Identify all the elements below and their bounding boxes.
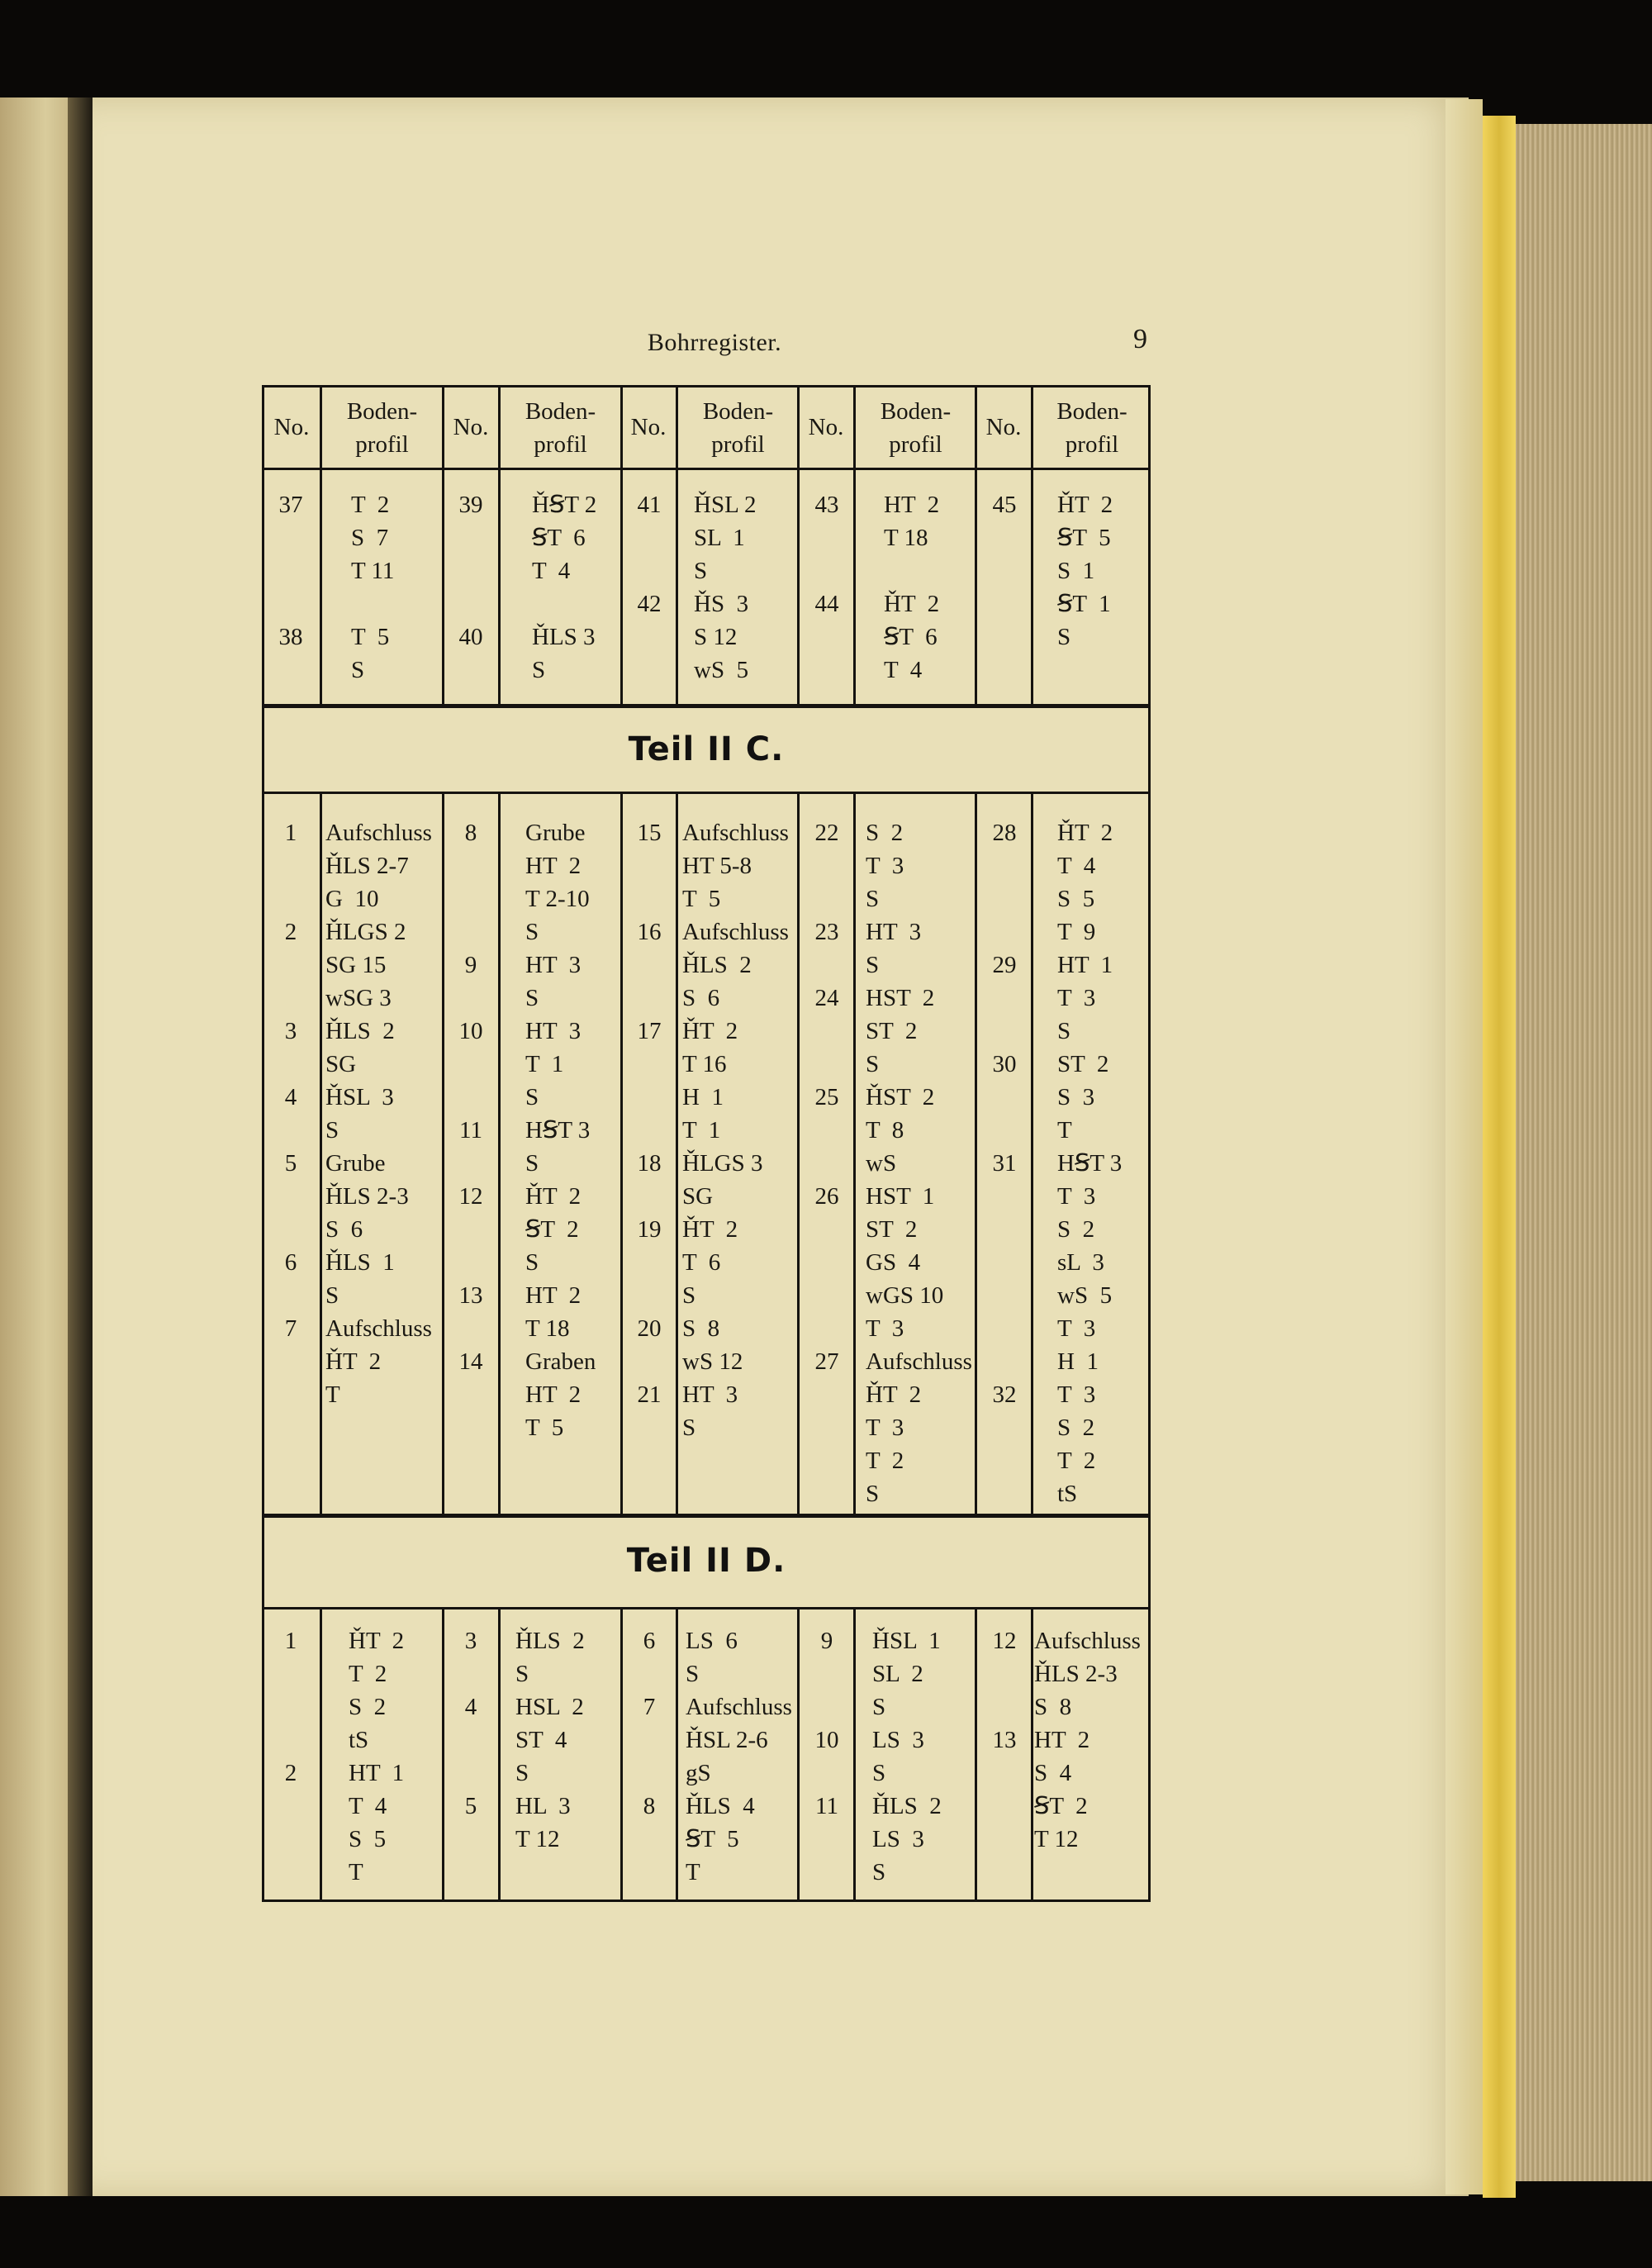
page-stack	[1516, 124, 1652, 2181]
bore-number-cell: 41 42	[637, 492, 662, 617]
soil-profile-cell: ȞSL 1 SL 2 S LS 3 S ȞLS 2 LS 3 S	[872, 1628, 942, 1885]
bore-number-cell: 45	[992, 492, 1017, 518]
soil-profile-cell: T 2 S 7 T 11 T 5 S	[351, 492, 395, 683]
bore-number-cell: 9 10 11	[814, 1628, 839, 1819]
soil-profile-cell: ȞT 2 T 2 S 2 tS HT 1 T 4 S 5 T	[349, 1628, 405, 1885]
section-title-teil-iid: Teil II D.	[626, 1542, 786, 1580]
book-spine-shadow	[68, 97, 93, 2196]
bore-number-cell: 1 2	[284, 1628, 297, 1786]
header-rule	[262, 468, 1151, 470]
soil-profile-cell: Aufschluss HT 5-8 T 5 Aufschluss ȞLS 2 S 6 ȞT 2 T 16 H 1 T 1 ȞLGS 3 SG ȞT 2 T 6 S S 8 wS 12 HT 3 S	[682, 820, 789, 1441]
column-header-profile: Boden- profil	[1056, 398, 1127, 458]
column-header-profile: Boden- profil	[525, 398, 596, 458]
page-gutter	[1446, 99, 1483, 2194]
bore-number-cell: 6 7 8	[643, 1628, 656, 1819]
bore-number-cell: 8 9 10 11 12 13 14	[458, 820, 483, 1375]
table-divider	[498, 793, 501, 1516]
column-header-no: No.	[453, 414, 489, 440]
bore-number-cell: 39 40	[458, 492, 483, 650]
soil-profile-cell: ȞꞨT 2 ꞨT 6 T 4 ȞLS 3 S	[532, 492, 597, 683]
bore-number-cell: 37 38	[278, 492, 303, 650]
column-header-no: No.	[273, 414, 310, 440]
soil-profile-cell: LS 6 S Aufschluss ȞSL 2-6 gS ȞLS 4 ꞨT 5 T	[686, 1628, 792, 1885]
soil-profile-cell: Aufschluss ȞLS 2-3 S 8 HT 2 S 4 ꞨT 2 T 12	[1034, 1628, 1141, 1852]
section-rule	[262, 1514, 1151, 1518]
section-rule	[262, 792, 1151, 794]
section-title-teil-iic: Teil II C.	[628, 730, 785, 768]
column-header-no: No.	[630, 414, 667, 440]
bore-number-cell: 15 16 17 18 19 20 21	[637, 820, 662, 1408]
soil-profile-cell: S 2 T 3 S HT 3 S HST 2 ST 2 S ȞST 2 T 8 wS HST 1 ST 2 GS 4 wGS 10 T 3 Aufschluss ȞT 2 T 3 T 2 S	[866, 820, 972, 1507]
table-divider	[320, 793, 322, 1516]
column-header-profile: Boden- profil	[880, 398, 952, 458]
soil-profile-cell: ȞLS 2 S HSL 2 ST 4 S HL 3 T 12	[515, 1628, 585, 1852]
table-divider	[853, 793, 856, 1516]
column-header-profile: Boden- profil	[346, 398, 418, 458]
bore-number-cell: 1 2 3 4 5 6 7	[284, 820, 297, 1342]
table-divider	[676, 793, 678, 1516]
column-header-profile: Boden- profil	[702, 398, 774, 458]
table-divider	[853, 1609, 856, 1900]
table-divider	[320, 1609, 322, 1900]
soil-profile-cell: Aufschluss ȞLS 2-7 G 10 ȞLGS 2 SG 15 wSG 3 ȞLS 2 SG ȞSL 3 S Grube ȞLS 2-3 S 6 ȞLS 1 S Aufschluss ȞT 2 T	[325, 820, 432, 1408]
table-divider	[1031, 1609, 1033, 1900]
bore-number-cell: 43 44	[814, 492, 839, 617]
gilt-page-edges	[1483, 116, 1516, 2198]
soil-profile-cell: HT 2 T 18 ȞT 2 ꞨT 6 T 4	[884, 492, 940, 683]
soil-profile-cell: ȞT 2 ꞨT 5 S 1 ꞨT 1 S	[1057, 492, 1113, 650]
bore-number-cell: 12 13	[992, 1628, 1017, 1753]
column-header-no: No.	[808, 414, 844, 440]
section-rule	[262, 704, 1151, 708]
page-number: 9	[1133, 324, 1147, 354]
soil-profile-cell: Grube HT 2 T 2-10 S HT 3 S HT 3 T 1 S HꞨT 3 S ȞT 2 ꞨT 2 S HT 2 T 18 Graben HT 2 T 5	[525, 820, 596, 1441]
soil-profile-cell: ȞSL 2 SL 1 S ȞS 3 S 12 wS 5	[694, 492, 757, 683]
column-header-no: No.	[985, 414, 1022, 440]
running-head: Bohrregister.	[647, 329, 782, 356]
bore-number-cell: 3 4 5	[464, 1628, 477, 1819]
table-divider	[498, 1609, 501, 1900]
left-page-edge	[0, 97, 76, 2196]
table-divider	[1031, 793, 1033, 1516]
table-divider	[676, 1609, 678, 1900]
bore-number-cell: 22 23 24 25 26 27	[814, 820, 839, 1375]
section-rule	[262, 1607, 1151, 1609]
bore-number-cell: 28 29 30 31 32	[992, 820, 1017, 1408]
soil-profile-cell: ȞT 2 T 4 S 5 T 9 HT 1 T 3 S ST 2 S 3 T HꞨT 3 T 3 S 2 sL 3 wS 5 T 3 H 1 T 3 S 2 T 2 tS	[1057, 820, 1123, 1507]
